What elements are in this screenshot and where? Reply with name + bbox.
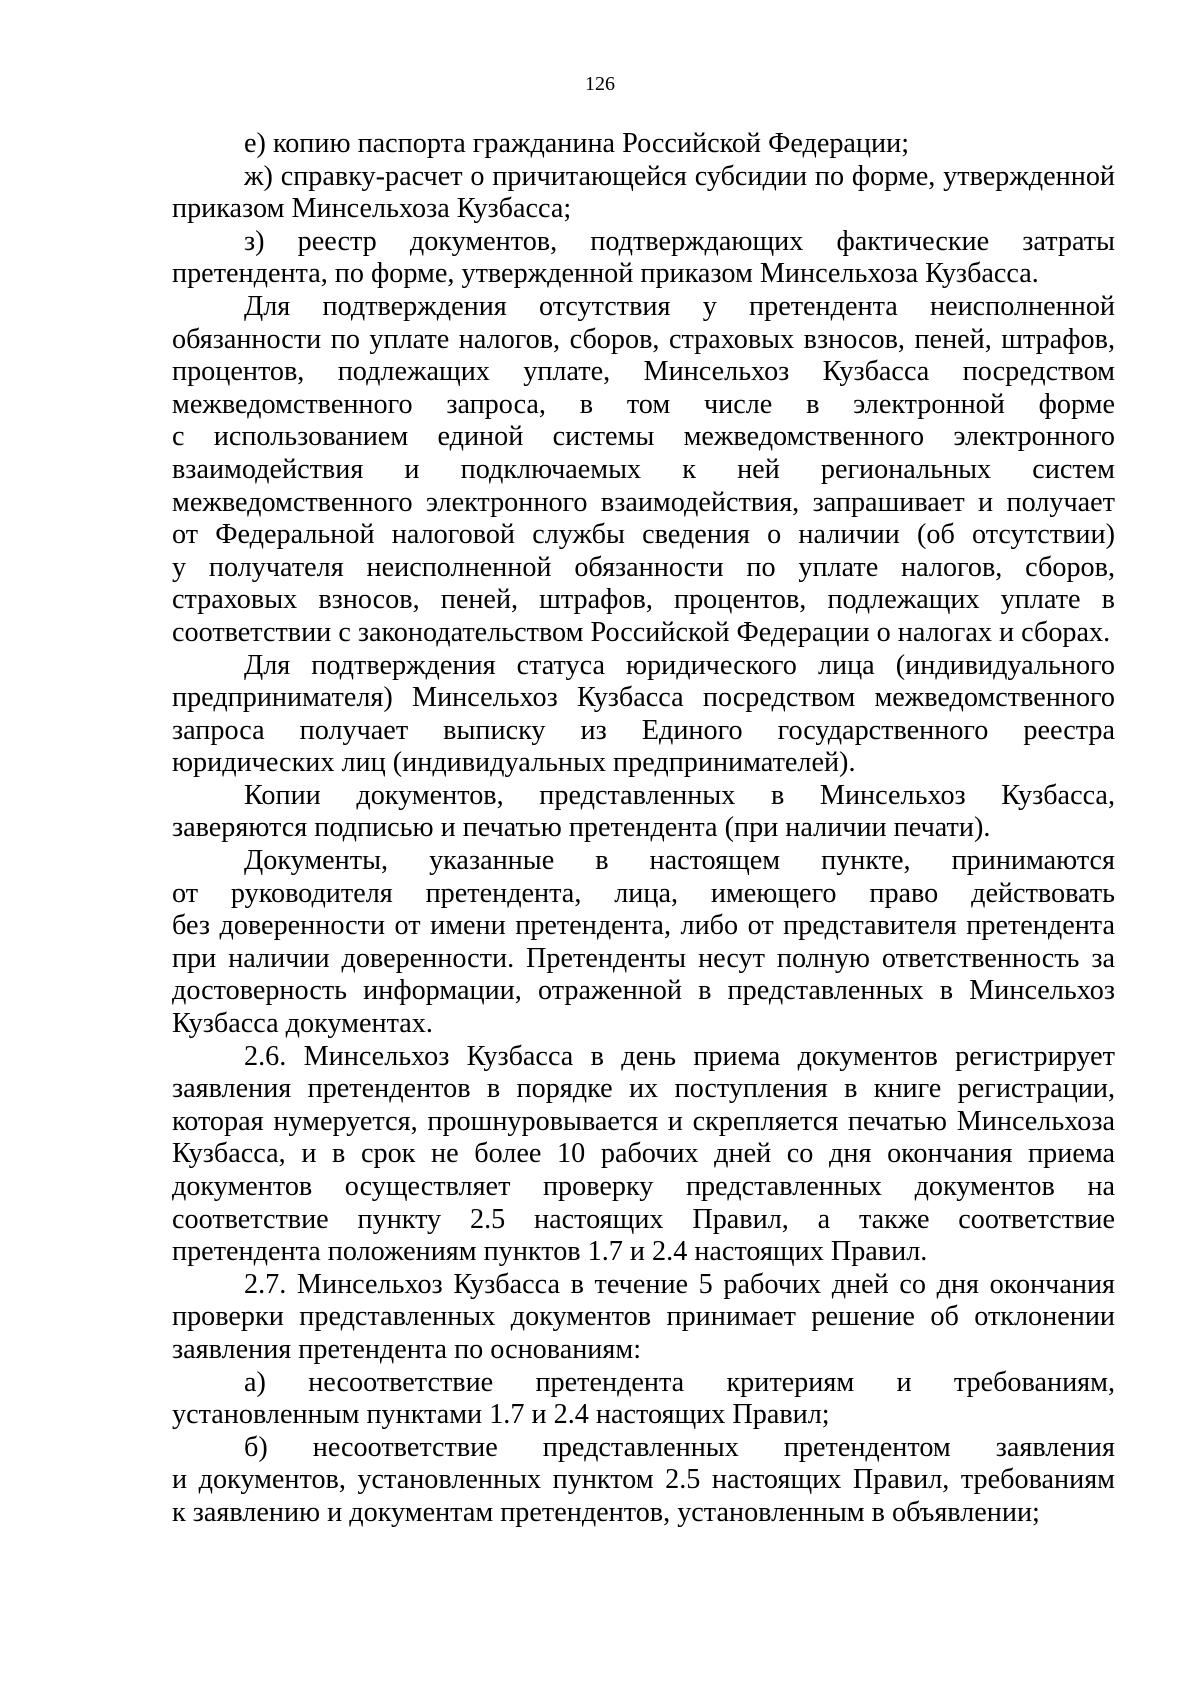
paragraph xyxy=(172,128,1115,161)
text-line: заявления претендентов в порядке их поступления в книге регистрации, xyxy=(172,1073,1115,1105)
text-line: без доверенности от имени претендента, либо от представителя претендента xyxy=(172,910,1115,942)
text-line: процентов, подлежащих уплате, Минсельхоз Кузбасса посредством xyxy=(172,356,1115,388)
text-line: е) копию паспорта гражданина Российской Федерации; xyxy=(244,128,910,159)
text-line: юридических лиц (индивидуальных предпринимателей). xyxy=(172,747,856,779)
text-line: с использованием единой системы межведомственного электронного xyxy=(172,421,1115,453)
text-line: обязанности по уплате налогов, сборов, страховых взносов, пеней, штрафов, xyxy=(172,323,1115,355)
text-line: б) несоответствие представленных претендентом заявления xyxy=(244,1431,1115,1463)
text-line: у получателя неисполненной обязанности по уплате налогов, сборов, xyxy=(172,551,1115,583)
text-line: 2.7. Минсельхоз Кузбасса в течение 5 рабочих дней со дня окончания xyxy=(244,1268,1115,1300)
text-line: Кузбасса документах. xyxy=(172,1008,433,1040)
text-line: соответствии с законодательством Российской Федерации о налогах и сборах. xyxy=(172,616,1111,648)
text-line: претендента положениям пунктов 1.7 и 2.4 настоящих Правил. xyxy=(172,1236,928,1268)
text-line: заверяются подписью и печатью претендента (при наличии печати). xyxy=(172,812,991,844)
paragraph xyxy=(172,1432,1115,1530)
text-line: предпринимателя) Минсельхоз Кузбасса посредством межведомственного xyxy=(172,682,1115,714)
text-line: установленным пунктами 1.7 и 2.4 настоящих Правил; xyxy=(172,1399,830,1431)
text-line: а) несоответствие претендента критериям и требованиям, xyxy=(244,1366,1115,1398)
text-line: к заявлению и документам претендентов, установленным в объявлении; xyxy=(172,1496,1040,1528)
text-line: соответствие пункту 2.5 настоящих Правил, а также соответствие xyxy=(172,1203,1115,1235)
text-line: з) реестр документов, подтверждающих фактические затраты xyxy=(244,225,1115,257)
text-line: страховых взносов, пеней, штрафов, процентов, подлежащих уплате в xyxy=(172,584,1115,616)
paragraph xyxy=(172,1269,1115,1367)
text-line: Документы, указанные в настоящем пункте, принимаются xyxy=(244,845,1115,877)
paragraph xyxy=(172,1367,1115,1432)
text-line: проверки представленных документов принимает решение об отклонении xyxy=(172,1301,1115,1333)
text-line: межведомственного запроса, в том числе в электронной форме xyxy=(172,388,1115,420)
text-line: при наличии доверенности. Претенденты несут полную ответственность за xyxy=(172,942,1115,974)
text-line: межведомственного электронного взаимодействия, запрашивает и получает xyxy=(172,486,1115,518)
text-line: взаимодействия и подключаемых к ней региональных систем xyxy=(172,453,1115,485)
paragraph xyxy=(172,226,1115,291)
paragraph xyxy=(172,1041,1115,1269)
text-line: Для подтверждения отсутствия у претендента неисполненной xyxy=(244,290,1115,322)
text-line: достоверность информации, отраженной в представленных в Минсельхоз xyxy=(172,975,1115,1007)
text-line: заявления претендента по основаниям: xyxy=(172,1333,642,1365)
paragraph xyxy=(172,845,1115,1041)
text-line: от руководителя претендента, лица, имеющего право действовать xyxy=(172,877,1115,909)
paragraph xyxy=(172,161,1115,226)
text-line: и документов, установленных пунктом 2.5 настоящих Правил, требованиям xyxy=(172,1464,1115,1496)
text-line: 2.6. Минсельхоз Кузбасса в день приема документов регистрирует xyxy=(244,1040,1115,1072)
document-body xyxy=(172,128,1115,1530)
text-line: которая нумеруется, прошнуровывается и скрепляется печатью Минсельхоза xyxy=(172,1105,1115,1137)
paragraph xyxy=(172,291,1115,650)
paragraph xyxy=(172,650,1115,780)
text-line: претендента, по форме, утвержденной приказом Минсельхоза Кузбасса. xyxy=(172,258,1039,290)
page-number: 126 xyxy=(585,73,615,95)
text-line: приказом Минсельхоза Кузбасса; xyxy=(172,193,572,225)
text-line: запроса получает выписку из Единого государственного реестра xyxy=(172,714,1115,746)
text-line: документов осуществляет проверку представленных документов на xyxy=(172,1171,1115,1202)
text-line: Копии документов, представленных в Минсельхоз Кузбасса, xyxy=(244,779,1115,811)
text-line: от Федеральной налоговой службы сведения о наличии (об отсутствии) xyxy=(172,519,1115,551)
text-line: Кузбасса, и в срок не более 10 рабочих дней со дня окончания приема xyxy=(172,1138,1115,1170)
paragraph xyxy=(172,780,1115,845)
text-line: ж) справку-расчет о причитающейся субсидии по форме, утвержденной xyxy=(244,160,1115,192)
text-line: Для подтверждения статуса юридического лица (индивидуального xyxy=(244,649,1115,681)
